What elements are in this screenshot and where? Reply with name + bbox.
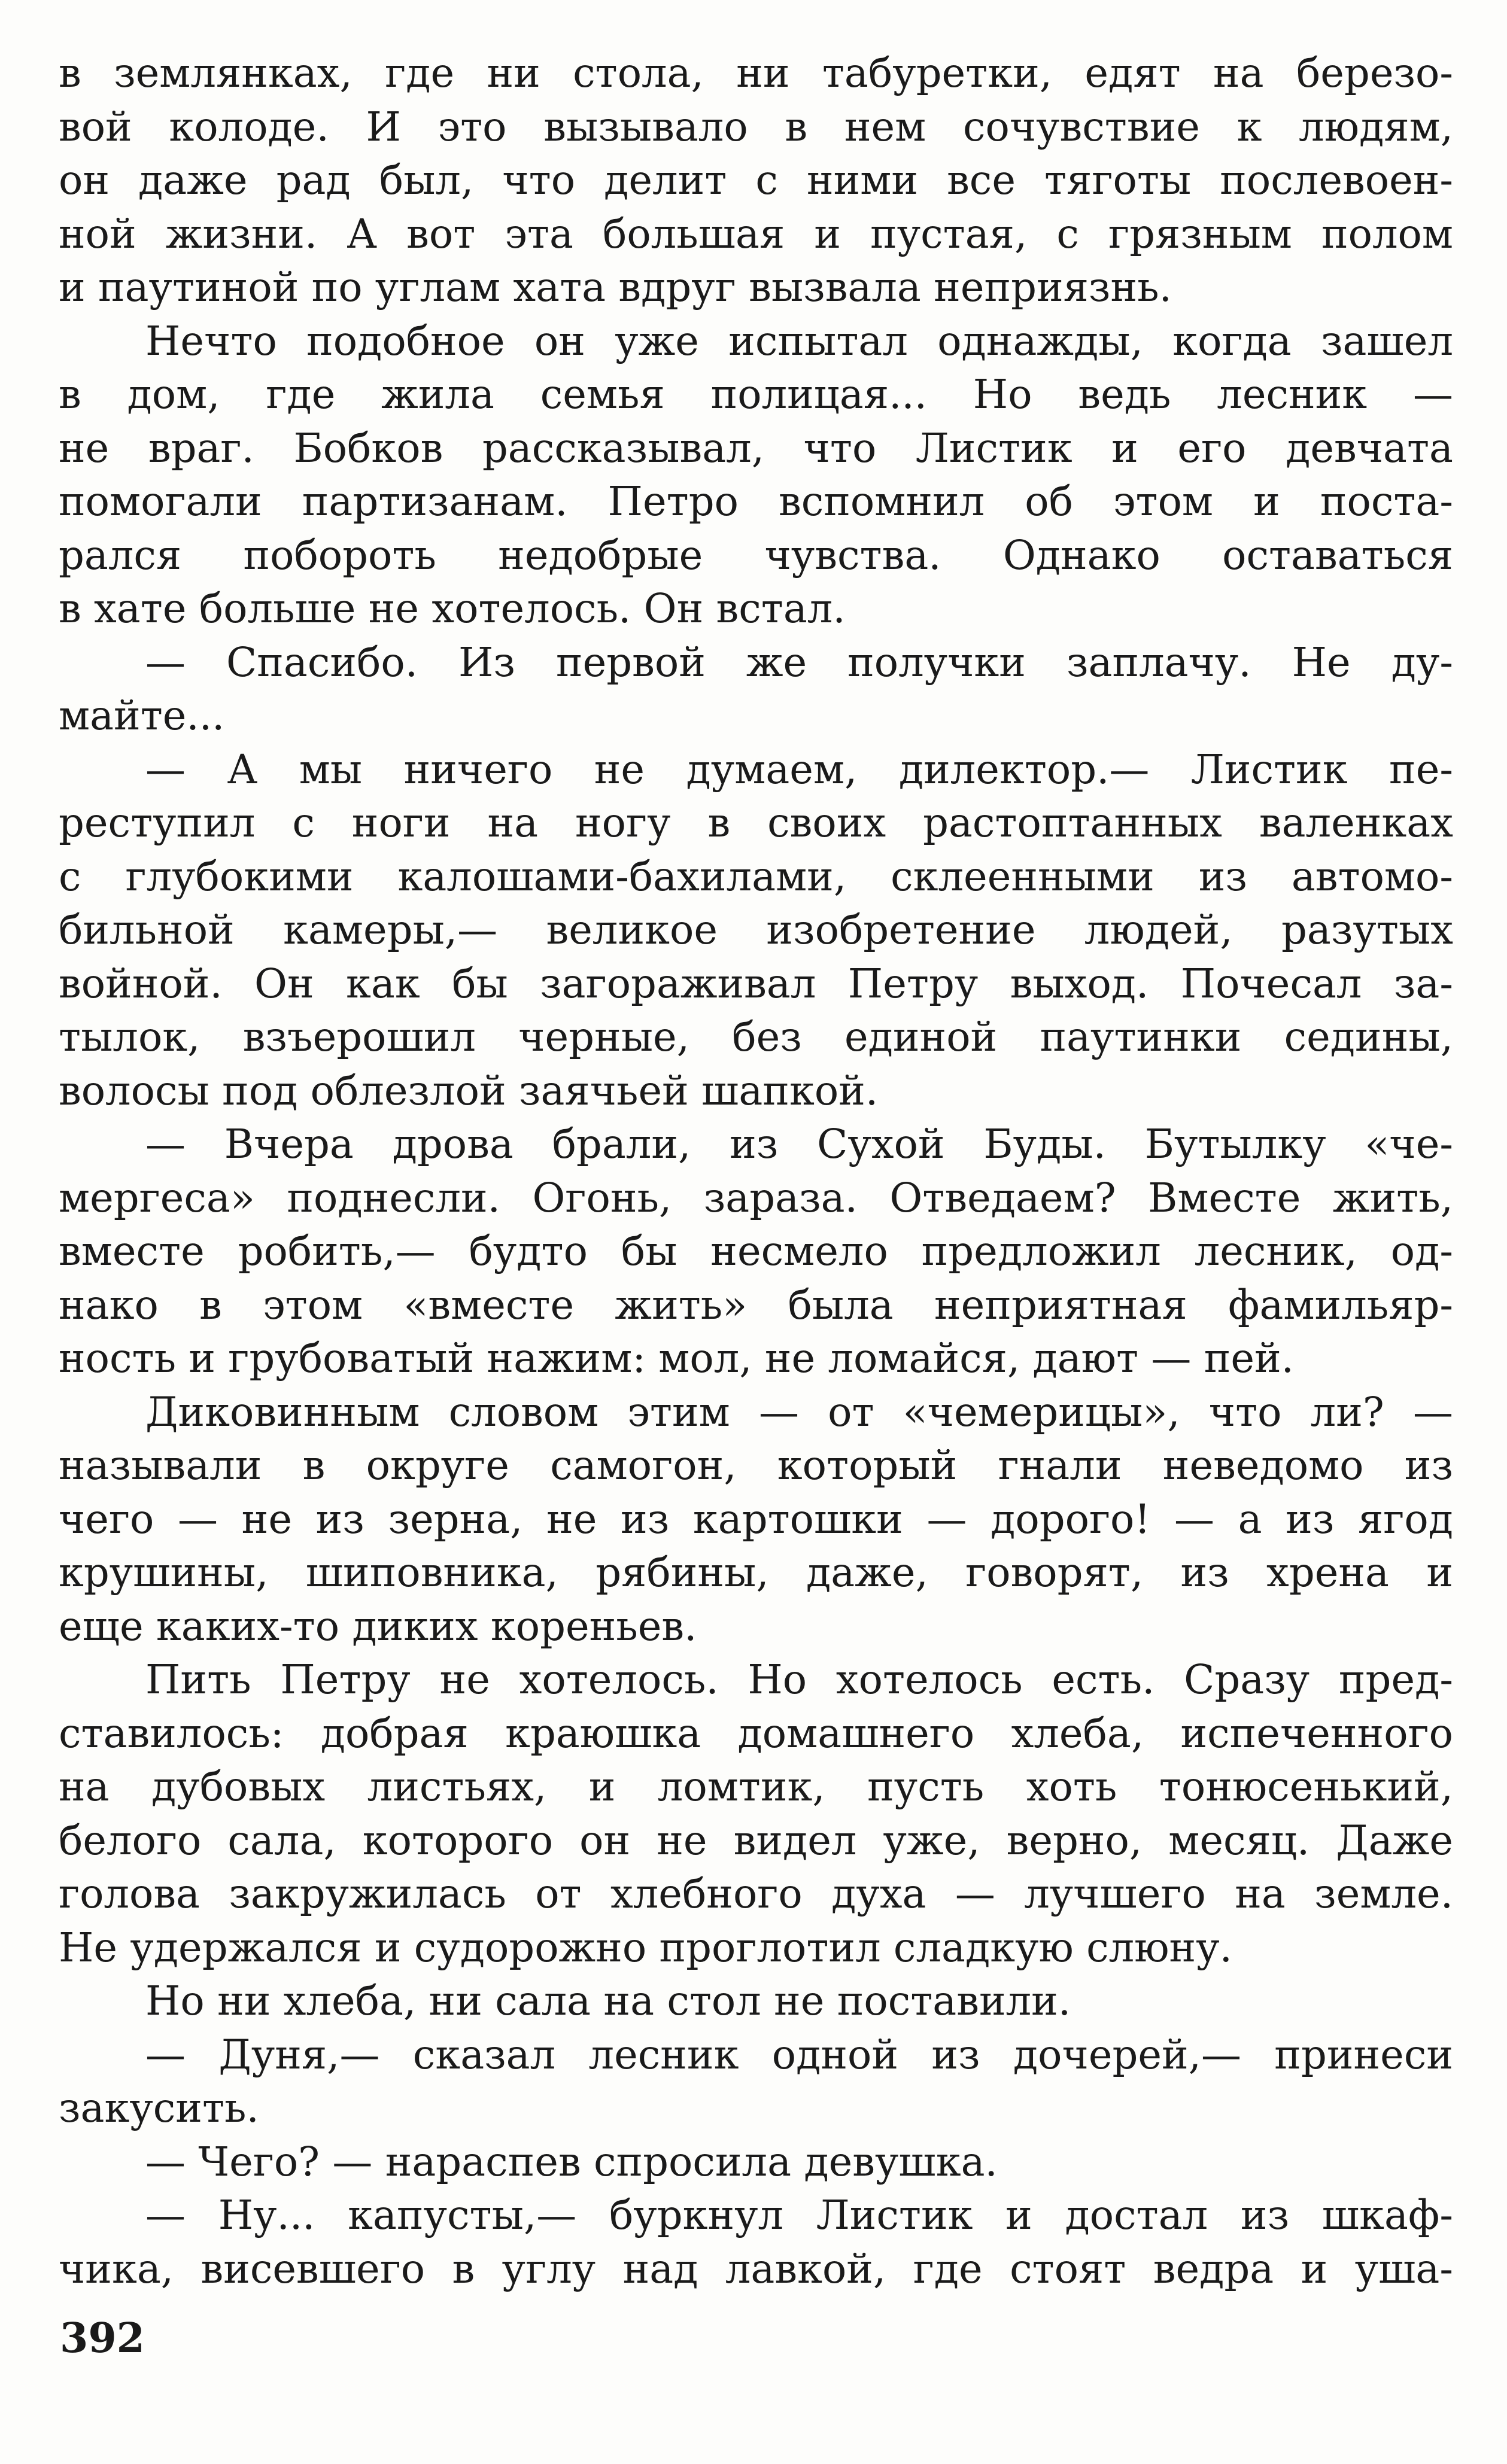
text-line: ставилось: добрая краюшка домашнего хлеба, испеченного — [59, 1709, 1453, 1757]
text-line: — Спасибо. Из первой же получки заплачу. Не ду- — [145, 638, 1453, 686]
text-line: вместе робить,— будто бы несмело предложил лесник, од- — [59, 1228, 1453, 1274]
text-line: — Ну... капусты,— буркнул Листик и достал из шкаф- — [145, 2192, 1453, 2238]
text-line: Нечто подобное он уже испытал однажды, когда зашел — [145, 317, 1453, 364]
text-line: помогали партизанам. Петро вспомнил об этом и поста- — [59, 478, 1453, 525]
text-line: крушины, шиповника, рябины, даже, говорят, из хрена и — [59, 1549, 1453, 1596]
text-line: ность и грубоватый нажим: мол, не ломайся, дают — пей. — [59, 1335, 1294, 1382]
text-line: он даже рад был, что делит с ними все тяготы послевоен- — [59, 157, 1453, 203]
text-line: с глубокими калошами-бахилами, склеенными из автомо- — [59, 853, 1453, 900]
page-body-text — [59, 47, 1453, 2296]
text-line: бильной камеры,— великое изобретение людей, разутых — [59, 906, 1453, 953]
text-line: рался побороть недобрые чувства. Однако оставаться — [59, 531, 1453, 579]
text-line: в дом, где жила семья полицая... Но ведь лесник — — [59, 371, 1453, 418]
text-line: в землянках, где ни стола, ни табуретки, едят на березо- — [59, 50, 1453, 96]
text-line: чего — не из зерна, не из картошки — дорого! — а из ягод — [59, 1495, 1453, 1543]
text-line: в хате больше не хотелось. Он встал. — [59, 585, 846, 632]
text-line: и паутиной по углам хата вдруг вызвала неприязнь. — [59, 264, 1172, 311]
text-line: — А мы ничего не думаем, дилектор.— Листик пе- — [145, 746, 1453, 793]
text-line: голова закружилась от хлебного духа — лучшего на земле. — [59, 1870, 1453, 1917]
text-line: нако в этом «вместе жить» была неприятная фамильяр- — [59, 1281, 1453, 1328]
text-line: закусить. — [59, 2085, 259, 2131]
text-line: — Чего? — нараспев спросила девушка. — [145, 2138, 998, 2185]
text-line: на дубовых листьях, и ломтик, пусть хоть тонюсенький, — [59, 1763, 1453, 1810]
text-line: волосы под облезлой заячьей шапкой. — [59, 1067, 879, 1114]
text-line: чика, висевшего в углу над лавкой, где стоят ведра и уша- — [59, 2245, 1453, 2292]
text-line: ной жизни. А вот эта большая и пустая, с грязным полом — [59, 210, 1453, 257]
text-line: — Вчера дрова брали, из Сухой Буды. Бутылку «че- — [145, 1121, 1453, 1167]
text-line: майте... — [59, 692, 225, 739]
page-number: 392 — [60, 2314, 145, 2362]
text-line: Пить Петру не хотелось. Но хотелось есть. Сразу пред- — [145, 1656, 1453, 1703]
text-line: войной. Он как бы загораживал Петру выход. Почесал за- — [59, 960, 1453, 1007]
text-line: реступил с ноги на ногу в своих растоптанных валенках — [59, 799, 1453, 846]
text-line: Диковинным словом этим — от «чемерицы», что ли? — — [145, 1388, 1453, 1435]
text-line: еще каких-то диких кореньев. — [59, 1602, 697, 1650]
text-line: не враг. Бобков рассказывал, что Листик и его девчата — [59, 424, 1453, 471]
text-line: белого сала, которого он не видел уже, верно, месяц. Даже — [59, 1817, 1453, 1864]
text-line: тылок, взъерошил черные, без единой паутинки седины, — [59, 1014, 1453, 1060]
text-line: Не удержался и судорожно проглотил сладкую слюну. — [59, 1924, 1232, 1971]
text-line: вой колоде. И это вызывало в нем сочувствие к людям, — [59, 103, 1453, 150]
text-line: называли в округе самогон, который гнали неведомо из — [59, 1442, 1453, 1489]
text-line: — Дуня,— сказал лесник одной из дочерей,— принеси — [145, 2031, 1453, 2078]
text-line: Но ни хлеба, ни сала на стол не поставили. — [145, 1978, 1071, 2024]
text-line: мергеса» поднесли. Огонь, зараза. Отведаем? Вместе жить, — [59, 1174, 1453, 1221]
